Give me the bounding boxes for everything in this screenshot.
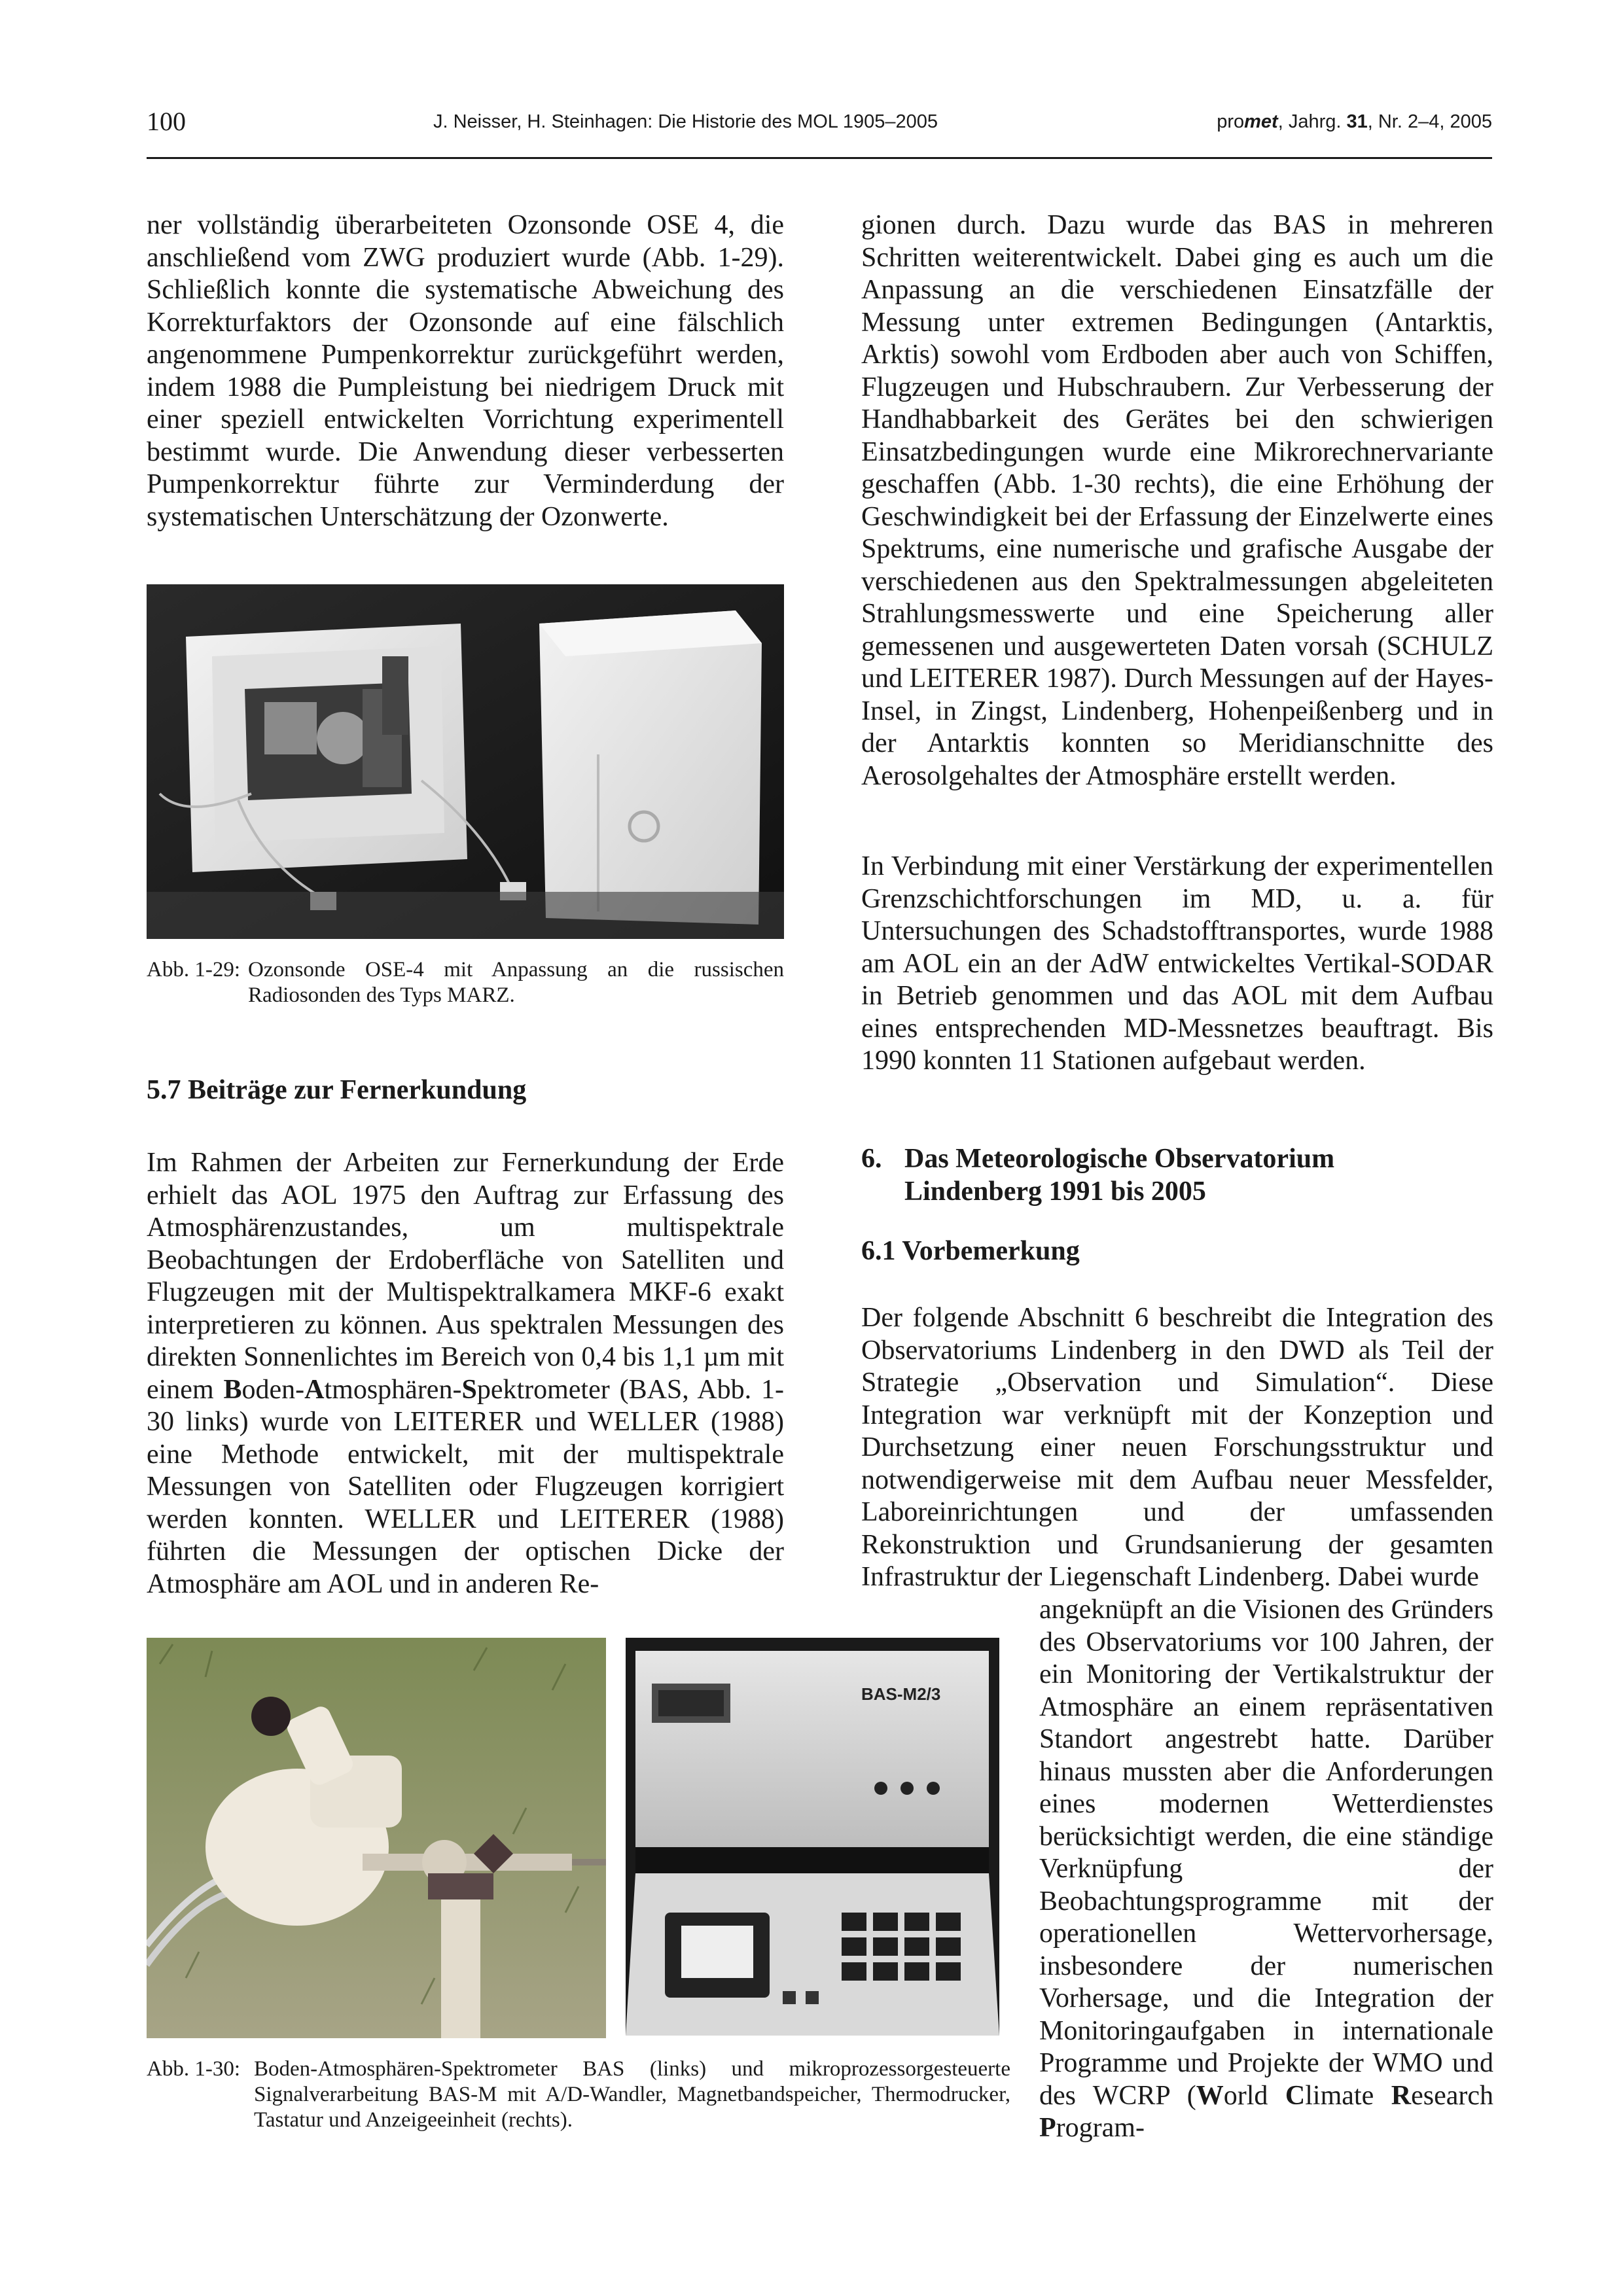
- journal-bold: met: [1244, 111, 1278, 132]
- caption-text: Ozonsonde OSE-4 mit Anpassung an die russischen Radiosonden des Typs MARZ.: [248, 958, 784, 1007]
- left-paragraph-1: ner vollständig überarbeiteten Ozonsonde OSE 4, die anschließend vom ZWG produziert wurde (Abb. 1-29). Schließlich konnte die systematische Abweichung des Korrekturfaktors der Ozonsonde auf eine fälschlich angenommene Pumpenkorrektur zurückgeführt werden, indem 1988 die Pumpleistung bei niedrigem Druck mit einer speziell entwickelten Vorrichtung experimentell bestimmt wurde. Die Anwendung dieser verbesserten Pumpenkorrektur führte zur Verminderdung der systematischen Unterschätzung der Ozonwerte.: [147, 210, 784, 532]
- figure-1-30-caption: [147, 2057, 1010, 2133]
- basm-device-illustration: [626, 1638, 999, 2036]
- bas-initial-b: B: [223, 1374, 242, 1405]
- journal-volume: 31: [1346, 111, 1368, 132]
- journal-issue: , Nr. 2–4, 2005: [1367, 111, 1492, 132]
- bas-initial-a: A: [304, 1374, 325, 1405]
- section-6-number: 6.: [861, 1144, 882, 1174]
- bas-tmos: tmosphären-: [324, 1374, 462, 1405]
- journal-prefix: pro: [1217, 111, 1245, 132]
- journal-rest: , Jahrg.: [1277, 111, 1347, 132]
- ozonesonde-illustration: [147, 584, 784, 939]
- journal-citation: [1217, 111, 1492, 133]
- right-paragraph-2: In Verbindung mit einer Verstärkung der experimentellen Grenzschichtforschungen im MD, u. a. für Untersuchungen des Schadstofftransportes, wurde 1988 am AOL ein an der AdW entwickeltes Vertikal-SODAR in Betrieb genommen und das AOL mit dem Aufbau eines entsprechenden MD-Messnetzes beauftragt. Bis 1990 konnten 11 Stationen aufgebaut werden.: [861, 851, 1493, 1076]
- wcrp-initial-p: P: [1039, 2113, 1056, 2143]
- right-paragraph-1: gionen durch. Dazu wurde das BAS in mehreren Schritten weiterentwickelt. Dabei ging es auch um die Anpassung an die verschiedenen Einsatzfälle der Messung unter extremen Bedingungen (Antarktis, Arktis) sowohl vom Erdboden aber auch von Schiffen, Flugzeugen und Hubschraubern. Zur Verbesserung der Handhabbarkeit des Gerätes bei den schwierigen Einsatzbedingungen wurde eine Mikrorechnervariante geschaffen (Abb. 1-30 rechts), die eine Erhöhung der Geschwindigkeit bei der Erfassung der Einzelwerte eines Spektrums, eine numerische und grafische Ausgabe der verschiedenen aus den Spektralmessungen abgeleiteten Strahlungsmesswerte und eine Speicherung aller gemessenen und ausgewerteten Daten vorsah (SCHULZ und LEITERER 1987). Durch Messungen auf der Hayes-Insel, in Zingst, Lindenberg, Hohenpeißenberg und in der Antarktis konnten so Meridianschnitte des Aerosolgehaltes der Atmosphäre erstellt werden.: [861, 210, 1493, 791]
- figure-1-30-spectrometer-photo: [147, 1638, 606, 2038]
- wcrp-initial-c: C: [1285, 2080, 1306, 2111]
- device-label: BAS-M2/3: [861, 1684, 941, 1704]
- figure-1-29-caption: [147, 957, 784, 1008]
- para2-part-a: Im Rahmen der Arbeiten zur Fernerkundung der Erde erhielt das AOL 1975 den Auftrag zur Erfassung des Atmosphärenzustandes, um multispektrale Beobachtungen der Erdoberfläche von Satelliten und Flugzeugen mit der Multispektralkamera MKF-6 exakt interpretieren zu können. Aus spektralen Messungen des direkten Sonnenlichtes im Bereich von 0,4 bis 1,1 µm mit einem: [147, 1148, 784, 1405]
- running-title: J. Neisser, H. Steinhagen: Die Historie des MOL 1905–2005: [433, 111, 938, 132]
- wcrp-esearch: esearch: [1411, 2080, 1493, 2111]
- page-number: 100: [147, 107, 186, 136]
- para2-part-b: pektrometer (BAS, Abb. 1-30 links) wurde von LEITERER und WELLER (1988) eine Methode entwickelt, mit der multispektrale Messungen von Satelliten oder Flugzeugen korrigiert werden konnten. WELLER und LEITERER (1988) führten die Messungen der optischen Dicke der Atmosphäre am AOL und in anderen Re-: [147, 1374, 785, 1599]
- figure-1-29-photo: [147, 584, 784, 939]
- bas-initial-s: S: [461, 1374, 477, 1405]
- caption-label: Abb. 1-30:: [147, 2057, 240, 2081]
- wcrp-initial-r: R: [1391, 2080, 1412, 2111]
- figure-1-30-basm-photo: [626, 1638, 999, 2036]
- right-paragraph-4: [1039, 1594, 1493, 2145]
- left-paragraph-2: [147, 1147, 784, 1600]
- para4-part-a: angeknüpft an die Visionen des Gründers des Observatoriums vor 100 Jahren, der ein Monitoring der Vertikalstruktur der Atmosphäre an einem repräsentativen Standort angestrebt hatte. Darüber hinaus mussten aber die Anforderungen eines modernen Wetterdienstes berücksichtigt werden, die eine ständige Verknüpfung der Beobachtungsprogramme mit der operationellen Wettervorhersage, insbesondere der numerischen Vorhersage, und die Integration der Monitoringaufgaben in internationale Programme und Projekte der WMO und des WCRP (: [1039, 1595, 1493, 2111]
- caption-label: Abb. 1-29:: [147, 958, 240, 981]
- caption-text: Boden-Atmosphären-Spektrometer BAS (links) und mikroprozessorgesteuerte Signalverarbeitung BAS-M mit A/D-Wandler, Magnetbandspeicher, Thermodrucker, Tastatur und Anzeigeeinheit (rechts).: [254, 2057, 1010, 2132]
- page-header: [147, 98, 1492, 159]
- section-6-1-heading: 6.1 Vorbemerkung: [861, 1236, 1080, 1266]
- spectrometer-illustration: [147, 1638, 606, 2038]
- wcrp-rogram: rogram-: [1056, 2113, 1145, 2143]
- section-6-heading: [861, 1142, 1493, 1208]
- section-6-title: Das Meteorologische Observatorium Lindenberg 1991 bis 2005: [904, 1144, 1335, 1207]
- wcrp-initial-w: W: [1196, 2080, 1224, 2111]
- section-5-7-heading: 5.7 Beiträge zur Fernerkundung: [147, 1075, 527, 1105]
- bas-oden: oden-: [241, 1374, 305, 1405]
- wcrp-orld: orld: [1223, 2080, 1285, 2111]
- right-paragraph-3: Der folgende Abschnitt 6 beschreibt die Integration des Observatoriums Lindenberg in den DWD als Teil der Strategie „Observation und Simulation“. Diese Integration war verknüpft mit der Konzeption und Durchsetzung einer neuen Forschungsstruktur und notwendigerweise mit dem Aufbau neuer Messfelder, Laboreinrichtungen und der umfassenden Rekonstruktion und Grundsanierung der gesamten Infrastruktur der Liegenschaft Lindenberg. Dabei wurde: [861, 1303, 1493, 1592]
- wcrp-limate: limate: [1305, 2080, 1391, 2111]
